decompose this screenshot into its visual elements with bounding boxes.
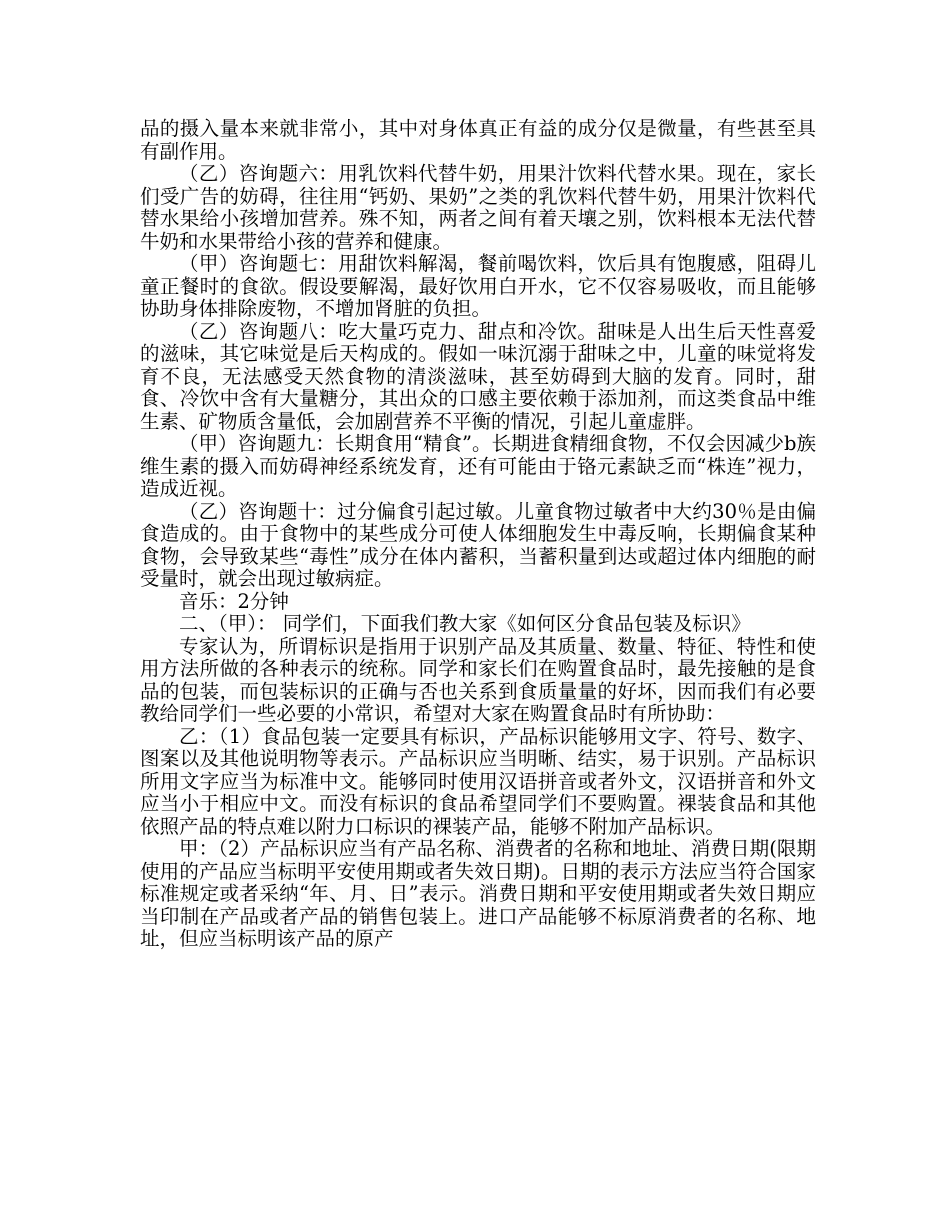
paragraph-2: （乙）咨询题六：用乳饮料代替牛奶，用果汁饮料代替水果。现在，家长们受广告的妨碍，往往用“钙奶、果奶”之类的乳饮料代替牛奶，用果汁饮料代替水果给小孩增加营养。殊不知，两者之间有着天壤之别，饮料根本无法代替牛奶和水果带给小孩的营养和健康。	[140, 162, 816, 253]
paragraph-3: （甲）咨询题七：用甜饮料解渴，餐前喝饮料，饮后具有饱腹感，阻碍儿童正餐时的食欲。假设要解渴，最好饮用白开水，它不仅容易吸收，而且能够协助身体排除废物，不增加肾脏的负担。	[140, 252, 816, 320]
paragraph-9: 专家认为，所谓标识是指用于识别产品及其质量、数量、特征、特性和使用方法所做的各种表示的统称。同学和家长们在购置食品时，最先接触的是食品的包装，而包装标识的正确与否也关系到食质量量的好坏，因而我们有必要教给同学们一些必要的小常识，希望对大家在购置食品时有所协助：	[140, 634, 816, 725]
paragraph-5: （甲）咨询题九：长期食用“精食”。长期进食精细食物，不仅会因减少b族维生素的摄入而妨碍神经系统发育，还有可能由于铬元素缺乏而“株连”视力，造成近视。	[140, 432, 816, 500]
paragraph-4: （乙）咨询题八：吃大量巧克力、甜点和冷饮。甜味是人出生后天性喜爱的滋味，其它味觉是后天构成的。假如一味沉溺于甜味之中，儿童的味觉将发育不良，无法感受天然食物的清淡滋味，甚至妨碍到大脑的发育。同时，甜食、冷饮中含有大量糖分，其出众的口感主要依赖于添加剂，而这类食品中维生素、矿物质含量低，会加剧营养不平衡的情况，引起儿童虚胖。	[140, 319, 816, 433]
paragraph-11: 甲：（2）产品标识应当有产品名称、消费者的名称和地址、消费日期(限期使用的产品应当标明平安使用期或者失效日期)。日期的表示方法应当符合国家标准规定或者采纳“年、月、日”表示。消费日期和平安使用期或者失效日期应当印制在产品或者产品的销售包装上。进口产品能够不标原消费者的名称、地址，但应当标明该产品的原产	[140, 837, 816, 950]
paragraph-8: 二、（甲）： 同学们，下面我们教大家《如何区分食品包装及标识》	[179, 612, 751, 635]
paragraph-10: 乙：（1）食品包装一定要具有标识，产品标识能够用文字、符号、数字、图案以及其他说明物等表示。产品标识应当明晰、结实，易于识别。产品标识所用文字应当为标准中文。能够同时使用汉语拼音或者外文，汉语拼音和外文应当小于相应中文。而没有标识的食品希望同学们不要购置。裸装食品和其他依照产品的特点难以附力口标识的裸装产品，能够不附加产品标识。	[140, 724, 816, 838]
paragraph-7: 音乐：2分钟	[179, 589, 289, 613]
paragraph-6: （乙）咨询题十：过分偏食引起过敏。儿童食物过敏者中大约30％是由偏食造成的。由于食物中的某些成分可使人体细胞发生中毒反响，长期偏食某种食物，会导致某些“毒性”成分在体内蓄积，当蓄积量到达或超过体内细胞的耐受量时，就会出现过敏病症。	[140, 499, 816, 590]
document-body	[140, 118, 816, 951]
paragraph-1: 品的摄入量本来就非常小，其中对身体真正有益的成分仅是微量，有些甚至具有副作用。	[140, 117, 816, 163]
